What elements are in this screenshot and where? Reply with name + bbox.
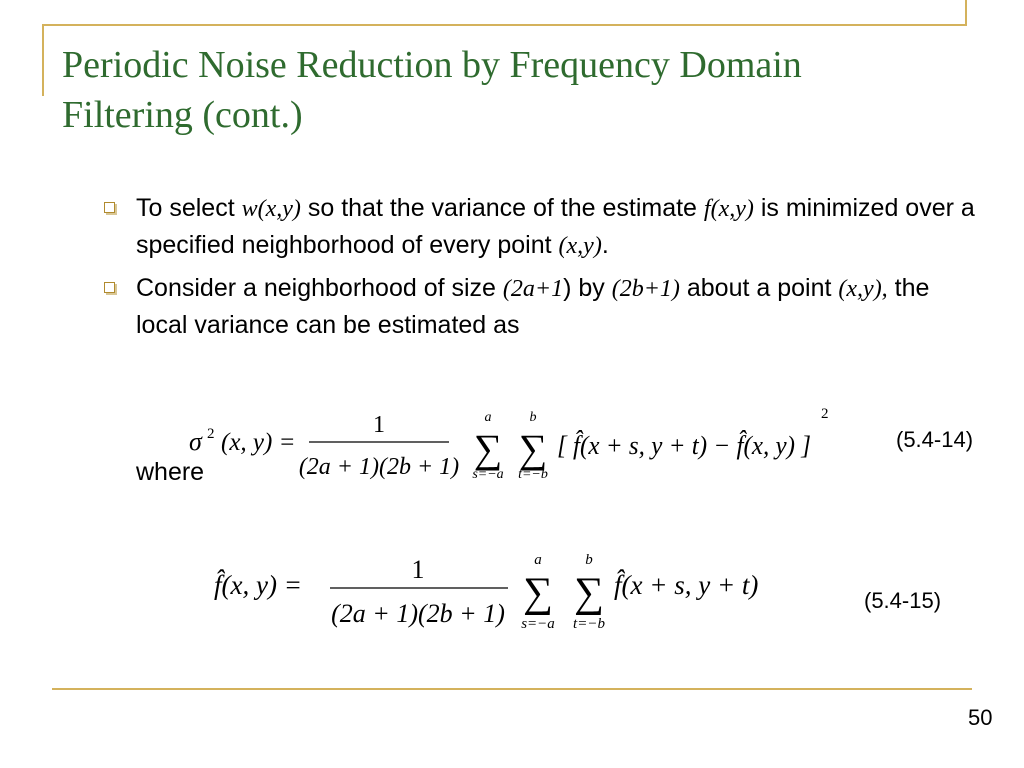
bullet-math: (2a+1 [502, 276, 564, 302]
sum1-upper: a [534, 552, 542, 568]
square-bullet-icon [104, 282, 115, 293]
lhs: f̂(x, y) = [214, 570, 302, 600]
bullet-text: To select [136, 194, 242, 222]
fraction-denominator: (2a + 1)(2b + 1) [298, 454, 460, 480]
bullet-math: w(x,y) [241, 196, 301, 222]
sum1-upper: a [484, 410, 492, 425]
bullet-text: the local variance can be estimated as [136, 274, 930, 339]
fraction-numerator: 1 [373, 412, 385, 438]
bullet-text: . [601, 231, 609, 259]
slide-title [62, 40, 962, 140]
top-border-line [42, 24, 967, 26]
bracket-body: [ f̂(x + s, y + t) − f̂(x, y) ] [557, 431, 811, 460]
sigma-symbol: σ [189, 427, 202, 456]
sum2-upper: b [529, 410, 537, 425]
bullet-math: f(x,y) [703, 196, 754, 222]
sum2-lower: t=−b [518, 467, 548, 482]
variance-equation-svg [185, 402, 845, 492]
bullet-list [102, 190, 982, 349]
bullet-item [102, 270, 982, 343]
bullet-math: (2b+1) [611, 276, 680, 302]
local-mean-equation-svg [212, 548, 812, 640]
fraction-numerator: 1 [411, 555, 425, 584]
right-border-line [965, 0, 967, 26]
variance-equation [185, 402, 845, 492]
title-line-1: Periodic Noise Reduction by Frequency Domain [62, 44, 802, 86]
left-border-line [42, 24, 44, 96]
sum1-lower: s=−a [472, 467, 504, 482]
sum2-lower: t=−b [573, 616, 605, 632]
sum2-sigma: ∑ [518, 426, 548, 471]
sum1-sigma: ∑ [473, 426, 503, 471]
sum2-upper: b [585, 552, 593, 568]
fraction-denominator: (2a + 1)(2b + 1) [331, 599, 505, 628]
sigma-exponent: 2 [207, 426, 215, 442]
outer-exponent: 2 [821, 406, 829, 422]
equation-number: (5.4-14) [896, 427, 974, 452]
bullet-math: (x,y) [558, 233, 602, 259]
bullet-text: is minimized over a specified neighborhood of every point [136, 194, 975, 259]
bullet-text: so that the variance of the estimate [300, 194, 704, 222]
sum1-sigma: ∑ [523, 570, 553, 616]
page-number: 50 [968, 705, 993, 730]
bullet-text: Consider a neighborhood of size [136, 274, 503, 302]
local-mean-equation [212, 548, 812, 640]
bullet-item [102, 190, 982, 264]
equation-number: (5.4-15) [864, 588, 942, 613]
where-label: where [136, 458, 205, 486]
title-line-2: Filtering (cont.) [62, 94, 303, 136]
sum2-sigma: ∑ [574, 570, 604, 616]
bullet-text: ) by [563, 274, 612, 302]
lhs-args: (x, y) = [221, 429, 296, 456]
bullet-math: (x,y), [838, 276, 888, 302]
summand: f̂(x + s, y + t) [614, 570, 759, 600]
bottom-border-line [52, 688, 972, 690]
square-bullet-icon [104, 202, 115, 213]
bullet-text: about a point [679, 274, 839, 302]
sum1-lower: s=−a [521, 616, 555, 632]
